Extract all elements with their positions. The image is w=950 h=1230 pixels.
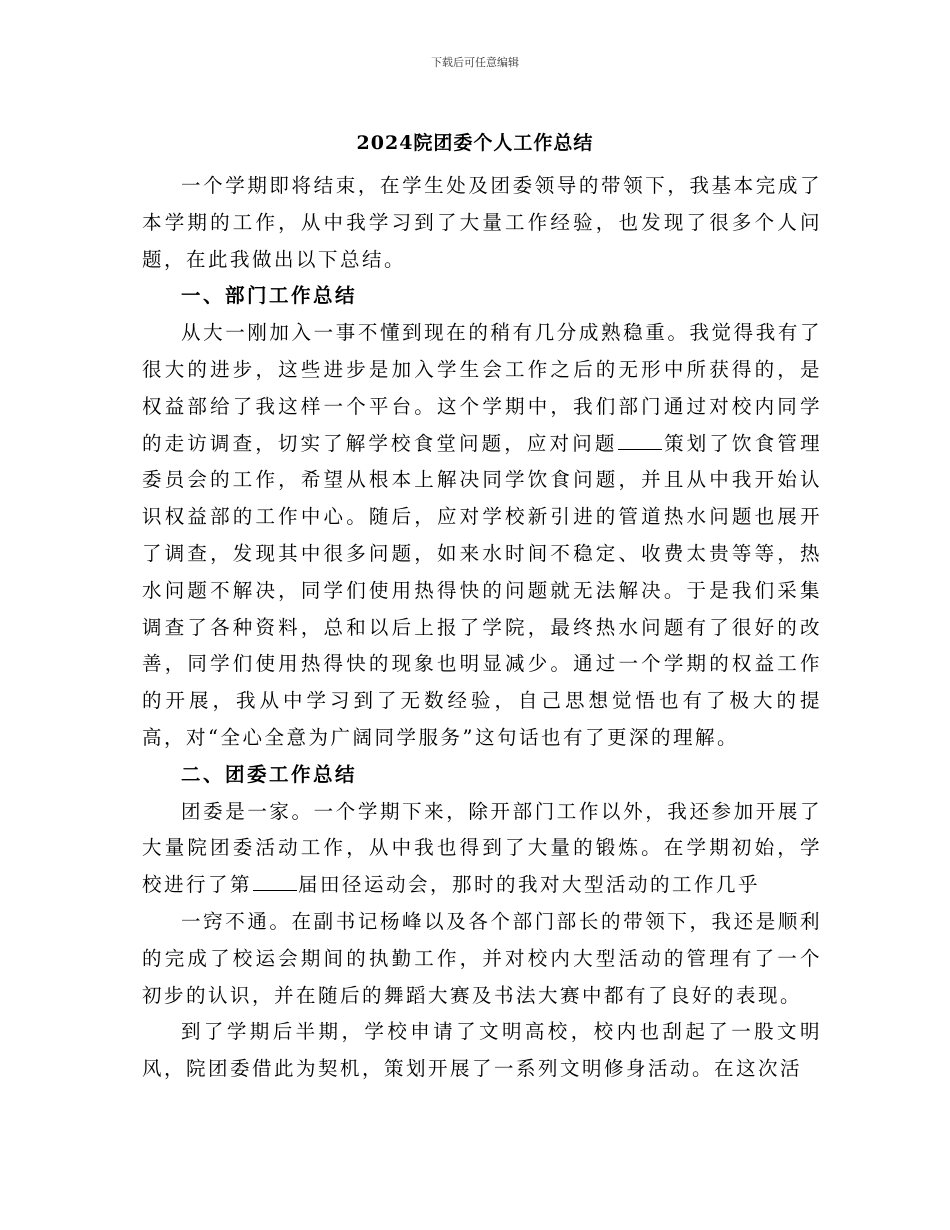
section2-heading: 二、团委工作总结 [181,762,358,786]
section1-text-part2: 策划了饮食管理委员会的工作，希望从根本上解决同学饮食问题，并且从中我开始认识权益部的工作中心。随后，应对学校新引进的管道热水问题也展开了调查，发现其中很多问题，如来水时间不稳定、收费太贵等等，热水问题不解决，同学们使用热得快的问题就无法解决。于是我们采集调查了各种资料，总和以后上报了学院，最终热水问题有了很好的改善，同学们使用热得快的现象也明显减少。通过一个学期的权益工作的开展，我从中学习到了无数经验，自己思想觉悟也有了极大的提高，对“全心全意为广阔同学服务”这句话也有了更深的理解。 [142,431,822,749]
fill-blank [253,872,297,891]
section1-heading: 一、部门工作总结 [181,284,358,308]
document-body [142,168,822,1088]
section2-paragraph-2: 一窍不通。在副书记杨峰以及各个部门部长的带领下，我还是顺利的完成了校运会期间的执勤工作，并对校内大型活动的管理有了一个初步的认识，并在随后的舞蹈大赛及书法大赛中都有了良好的表现。 [142,909,822,1007]
section2-text-part1: 团委是一家。一个学期下来，除开部门工作以外，我还参加开展了大量院团委活动工作，从中我也得到了大量的锻炼。在学期初始，学校进行了第 [142,799,822,897]
intro-paragraph: 一个学期即将结束，在学生处及团委领导的带领下，我基本完成了本学期的工作，从中我学习到了大量工作经验，也发现了很多个人问题，在此我做出以下总结。 [142,174,822,271]
section1-paragraph [142,315,822,757]
section2-text-part2: 届田径运动会，那时的我对大型活动的工作几乎 [298,873,761,897]
section2-paragraph-1 [142,794,822,904]
fill-blank [618,431,662,450]
page-header-note: 下载后可任意编辑 [431,56,519,69]
section2-paragraph-3: 到了学期后半期，学校申请了文明高校，校内也刮起了一股文明风，院团委借此为契机，策划开展了一系列文明修身活动。在这次活 [142,1020,822,1081]
section1-text-part1: 从大一刚加入一事不懂到现在的稍有几分成熟稳重。我觉得我有了很大的进步，这些进步是加入学生会工作之后的无形中所获得的，是权益部给了我这样一个平台。这个学期中，我们部门通过对校内同学的走访调查，切实了解学校食堂问题，应对问题 [142,321,822,455]
document-title: 2024院团委个人工作总结 [356,132,594,154]
